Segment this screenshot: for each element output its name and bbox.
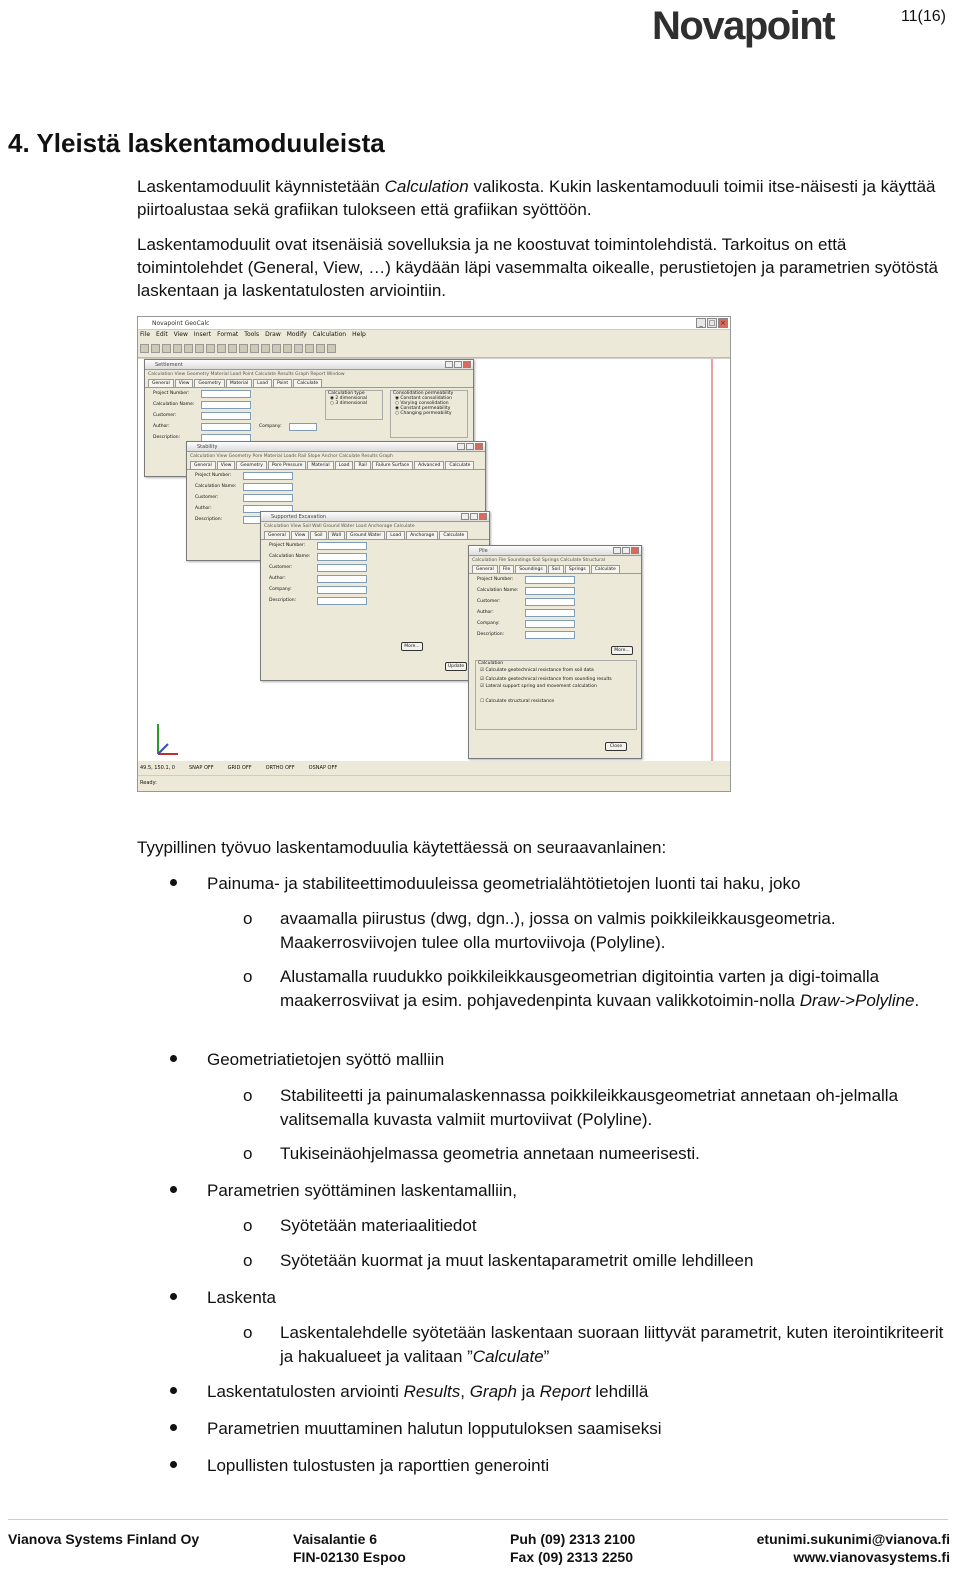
dialog-menu: Calculation View Geometry Pore Material Loads Rail Slope Anchor Calculate Results Graph	[190, 454, 393, 459]
menu-insert[interactable]: Insert	[193, 331, 212, 338]
tab-springs[interactable]: Springs	[565, 565, 590, 573]
menu-file[interactable]: File	[140, 331, 151, 338]
minimize-icon[interactable]	[461, 513, 469, 520]
form-row: Description:	[261, 595, 489, 606]
tab-soundings[interactable]: Soundings	[515, 565, 546, 573]
command-line[interactable]: Ready:	[138, 775, 730, 791]
tab-file[interactable]: File	[499, 565, 515, 573]
dialog-title: Supported Excavation	[261, 512, 489, 522]
menu-modify[interactable]: Modify	[286, 331, 307, 338]
tab-ground-water[interactable]: Ground Water	[346, 531, 385, 539]
form-row: Description:	[187, 514, 485, 525]
form-row: Author:	[469, 607, 641, 618]
tab-geometry[interactable]: Geometry	[236, 461, 266, 469]
tab-calculate[interactable]: Calculate	[439, 531, 468, 539]
footer-fax: Fax (09) 2313 2250	[510, 1549, 633, 1565]
footer-divider	[8, 1519, 948, 1520]
supported-excavation-dialog	[260, 511, 490, 681]
form-row: Calculation Name:	[261, 551, 489, 562]
tab-load[interactable]: Load	[386, 531, 405, 539]
dialog-title: Pile	[469, 546, 641, 556]
ortho-toggle[interactable]: ORTHO OFF	[265, 765, 295, 771]
customer-field[interactable]	[317, 564, 367, 572]
menu-tools[interactable]: Tools	[244, 331, 260, 338]
check-lateral-support[interactable]: ☑ Lateral support spring and movement calculation	[480, 684, 597, 689]
minimize-icon[interactable]: _	[696, 318, 706, 328]
maximize-icon[interactable]: □	[708, 319, 716, 327]
calculation-name-field[interactable]	[317, 553, 367, 561]
menu-help[interactable]: Help	[352, 331, 366, 338]
description-field[interactable]	[525, 631, 575, 639]
paragraph-1: Laskentamoduulit käynnistetään Calculation valikosta. Kukin laskentamoduuli toimii itse-näisesti ja käyttää piirtoalustaa sekä grafiikan tulokseen että grafiikan syöttöön.	[137, 177, 936, 219]
snap-toggle[interactable]: SNAP OFF	[189, 765, 214, 771]
customer-field[interactable]	[525, 598, 575, 606]
minimize-icon[interactable]	[457, 443, 465, 450]
author-field[interactable]	[525, 609, 575, 617]
page-number: 11(16)	[900, 8, 946, 25]
form-row: Author:	[261, 573, 489, 584]
redo-icon[interactable]	[228, 344, 237, 353]
tab-view[interactable]: View	[217, 461, 236, 469]
description-field[interactable]	[317, 597, 367, 605]
update-button[interactable]: Update	[445, 662, 467, 671]
tab-pore-pressure[interactable]: Pore Pressure	[268, 461, 306, 469]
close-icon[interactable]	[479, 513, 487, 520]
close-button[interactable]: Close	[605, 742, 627, 751]
form-row: Project Number:	[187, 470, 485, 481]
form-row: Project Number:	[469, 574, 641, 585]
form-row: Author:	[187, 503, 485, 514]
tab-general[interactable]: General	[148, 379, 174, 387]
consolidation-group: Consolidation permeability ◉ Constant consolidation ○ Varying consolidation ◉ Constant permeability ○ Changing permeability	[390, 390, 468, 438]
calculation-name-field[interactable]	[201, 401, 251, 409]
app-menu-bar	[138, 330, 730, 340]
novapoint-logo: Novapoint	[652, 4, 835, 48]
pan-icon[interactable]	[250, 344, 259, 353]
paste-icon[interactable]	[206, 344, 215, 353]
tab-advanced[interactable]: Advanced	[414, 461, 444, 469]
dialog-tabs	[145, 379, 473, 388]
form-row: Customer:	[261, 562, 489, 573]
calculation-name-field[interactable]	[525, 587, 575, 595]
tab-calculate[interactable]: Calculate	[445, 461, 474, 469]
footer-web: www.vianovasystems.fi	[793, 1549, 950, 1565]
tab-view[interactable]: View	[175, 379, 194, 387]
bullet-icon	[170, 1461, 177, 1468]
company-field[interactable]	[289, 423, 317, 431]
tab-general[interactable]: General	[264, 531, 290, 539]
form-row: Customer:	[145, 410, 473, 421]
paragraph-2: Laskentamoduulit ovat itsenäisiä sovelluksia ja ne koostuvat toimintolehdistä. Tarkoitus on että toimintolehdet (General, View, …) käydään läpi vasemmalta oikealle, perustietojen ja parametrien syötöstä laskentaan ja laskentatulosten arviointiin.	[137, 235, 938, 300]
menu-calculation[interactable]: Calculation	[312, 331, 347, 338]
osnap-toggle[interactable]: OSNAP OFF	[308, 765, 338, 771]
copy-icon[interactable]	[195, 344, 204, 353]
form-row: Calculation Name:	[469, 585, 641, 596]
footer-address-2: FIN-02130 Espoo	[293, 1549, 406, 1565]
status-bar	[138, 761, 730, 775]
new-icon[interactable]	[140, 344, 149, 353]
save-icon[interactable]	[162, 344, 171, 353]
dialog-menu: Calculation View Soil Wall Ground Water Load Anchorage Calculate	[264, 524, 415, 529]
footer-email: etunimi.sukunimi@vianova.fi	[756, 1531, 950, 1547]
dialog-menu: Calculation File Soundings Soil Springs Calculate Structural	[472, 558, 605, 563]
erase-icon[interactable]	[327, 344, 336, 353]
tab-general[interactable]: General	[190, 461, 216, 469]
maximize-icon[interactable]	[466, 443, 474, 450]
close-icon[interactable]	[475, 443, 483, 450]
form-row: Customer:	[469, 596, 641, 607]
project-number-field[interactable]	[525, 576, 575, 584]
tab-general[interactable]: General	[472, 565, 498, 573]
print-icon[interactable]	[173, 344, 182, 353]
open-icon[interactable]	[151, 344, 160, 353]
form-row: Project Number:	[261, 540, 489, 551]
bullet-icon	[170, 879, 177, 886]
form-row: Company:	[469, 618, 641, 629]
bullet-icon	[170, 1424, 177, 1431]
grid-toggle[interactable]: GRID OFF	[227, 765, 252, 771]
close-icon[interactable]	[463, 361, 471, 368]
customer-field[interactable]	[201, 412, 251, 420]
tab-point[interactable]: Point	[273, 379, 292, 387]
radio-2d[interactable]: ◉ 2 dimensional	[330, 396, 367, 401]
tab-failure-surface[interactable]: Failure Surface	[372, 461, 413, 469]
form-row: Description:	[145, 432, 473, 443]
form-row: Calculation Name:	[145, 399, 473, 410]
minimize-icon[interactable]	[445, 361, 453, 368]
form-row: Author: Company:	[145, 421, 473, 432]
close-icon[interactable]	[631, 547, 639, 554]
maximize-icon[interactable]	[454, 361, 462, 368]
calculation-name-field[interactable]	[243, 483, 293, 491]
radio-changing-permeability[interactable]: ○ Changing permeability	[395, 411, 452, 416]
customer-field[interactable]	[243, 494, 293, 502]
close-icon[interactable]: ×	[718, 318, 728, 328]
check-sounding-results[interactable]: ☑ Calculate geotechnical resistance from sounding results	[480, 677, 612, 682]
tab-material[interactable]: Material	[307, 461, 333, 469]
check-structural-resistance[interactable]: ☐ Calculate structural resistance	[480, 699, 555, 704]
form-row: Calculation Name:	[187, 481, 485, 492]
footer-address-1: Vaisalantie 6	[293, 1531, 378, 1547]
maximize-icon[interactable]	[622, 547, 630, 554]
tab-anchorage[interactable]: Anchorage	[406, 531, 438, 539]
minimize-icon[interactable]	[613, 547, 621, 554]
tab-soil[interactable]: Soil	[548, 565, 564, 573]
drawing-canvas[interactable]	[138, 359, 730, 761]
dialog-menu: Calculation View Geometry Material Load Point Calculate Results Graph Report Window	[148, 372, 345, 377]
calculation-type-group: Calculation type ◉ 2 dimensional ○ 3 dimensional	[325, 390, 383, 420]
tab-rail[interactable]: Rail	[354, 461, 370, 469]
form-row: Customer:	[187, 492, 485, 503]
radio-constant-consolidation[interactable]: ◉ Constant consolidation	[395, 396, 452, 401]
form-row: Project Number:	[145, 388, 473, 399]
zoom-icon[interactable]	[239, 344, 248, 353]
tab-wall[interactable]: Wall	[328, 531, 345, 539]
tab-calculate[interactable]: Calculate	[293, 379, 322, 387]
app-toolbar	[138, 340, 730, 358]
dialog-tabs	[187, 461, 485, 470]
undo-icon[interactable]	[217, 344, 226, 353]
dialog-tabs	[261, 531, 489, 540]
section-heading: 4. Yleistä laskentamoduuleista	[8, 128, 385, 158]
form-row: Company:	[261, 584, 489, 595]
pile-dialog	[468, 545, 642, 759]
tab-load[interactable]: Load	[253, 379, 272, 387]
bullet-icon	[170, 1293, 177, 1300]
tab-load[interactable]: Load	[335, 461, 354, 469]
menu-format[interactable]: Format	[217, 331, 239, 338]
menu-draw[interactable]: Draw	[265, 331, 281, 338]
geocalc-screenshot	[137, 316, 731, 792]
dialog-tabs	[469, 565, 641, 574]
radio-varying-consolidation[interactable]: ○ Varying consolidation	[395, 401, 449, 406]
app-title-bar: Novapoint GeoCalc _ □ ×	[138, 317, 730, 330]
maximize-icon[interactable]	[470, 513, 478, 520]
form-row: Description:	[469, 629, 641, 640]
menu-edit[interactable]: Edit	[156, 331, 168, 338]
list-intro: Tyypillinen työvuo laskentamoduulia käytettäessä on seuraavanlainen:	[137, 838, 667, 857]
company-field[interactable]	[317, 586, 367, 594]
bullet-icon	[170, 1387, 177, 1394]
calculation-group: Calculation ☑ Calculate geotechnical resistance from soil data ☑ Calculate geotechnical resistance from sounding results ☑ Lateral support spring and movement calculation ☐ Calculate structural resistance	[475, 660, 637, 730]
move-icon[interactable]	[305, 344, 314, 353]
more-button[interactable]: More...	[611, 646, 633, 655]
menu-view[interactable]: View	[173, 331, 188, 338]
more-button[interactable]: More...	[401, 642, 423, 651]
check-soil-data[interactable]: ☑ Calculate geotechnical resistance from soil data	[480, 668, 594, 673]
author-field[interactable]	[201, 423, 251, 431]
tab-soil[interactable]: Soil	[310, 531, 326, 539]
window-controls	[696, 318, 728, 328]
rotate-icon[interactable]	[316, 344, 325, 353]
coordinate-readout: 49.5, 150.1, 0	[140, 765, 175, 771]
bullet-icon	[170, 1055, 177, 1062]
company-field[interactable]	[525, 620, 575, 628]
author-field[interactable]	[317, 575, 367, 583]
radio-constant-permeability[interactable]: ◉ Constant permeability	[395, 406, 451, 411]
project-number-field[interactable]	[317, 542, 367, 550]
dialog-title: Stability	[187, 442, 485, 452]
polyline-icon[interactable]	[272, 344, 281, 353]
tab-view[interactable]: View	[291, 531, 310, 539]
footer-phone: Puh (09) 2313 2100	[510, 1531, 636, 1547]
tab-material[interactable]: Material	[226, 379, 252, 387]
footer-company: Vianova Systems Finland Oy	[8, 1531, 200, 1547]
tab-calculate[interactable]: Calculate	[591, 565, 620, 573]
text-icon[interactable]	[294, 344, 303, 353]
cut-icon[interactable]	[184, 344, 193, 353]
project-number-field[interactable]	[243, 472, 293, 480]
radio-3d[interactable]: ○ 3 dimensional	[330, 401, 367, 406]
line-icon[interactable]	[261, 344, 270, 353]
project-number-field[interactable]	[201, 390, 251, 398]
dialog-title: Settlement	[145, 360, 473, 370]
tab-geometry[interactable]: Geometry	[194, 379, 224, 387]
bullet-icon	[170, 1186, 177, 1193]
circle-icon[interactable]	[283, 344, 292, 353]
